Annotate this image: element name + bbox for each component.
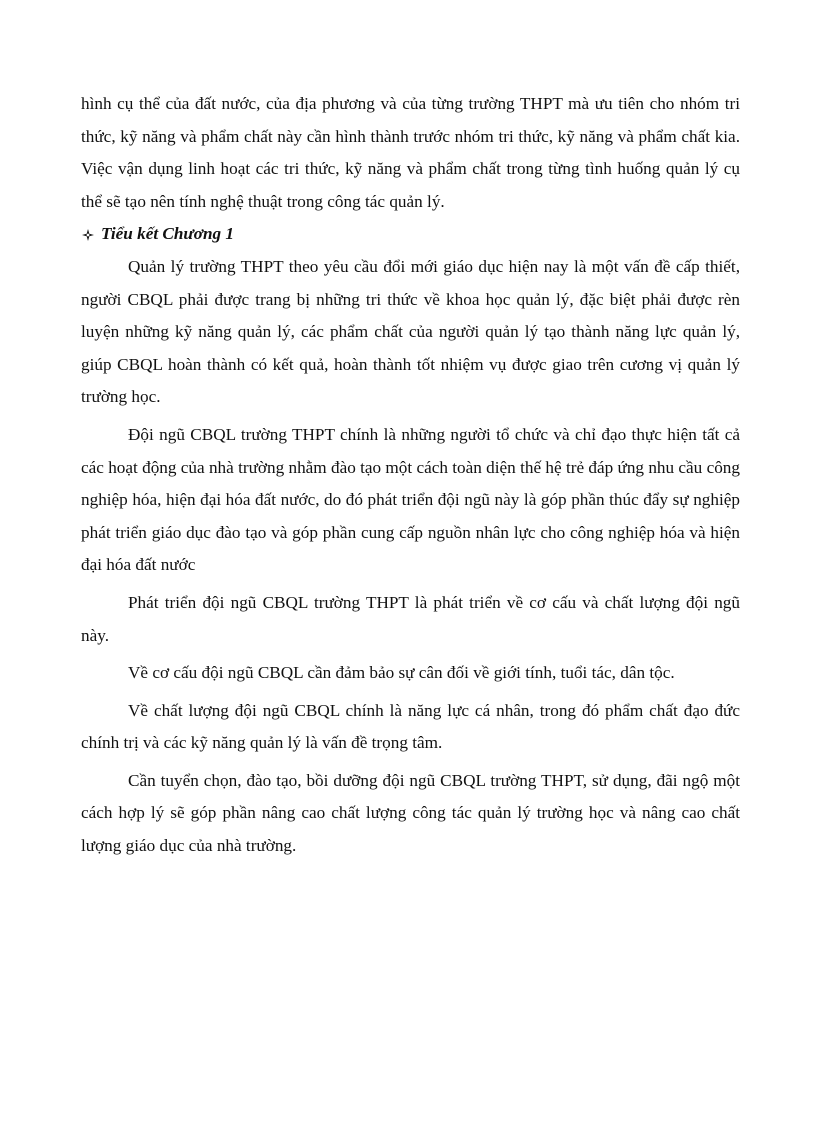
body-paragraph: Đội ngũ CBQL trường THPT chính là những người tổ chức và chỉ đạo thực hiện tất cả các hoạt động của nhà trường nhằm đào tạo một cách toàn diện thế hệ trẻ đáp ứng nhu cầu công nghiệp hóa, hiện đại hóa đất nước, do đó phát triển đội ngũ này là góp phần thúc đẩy sự nghiệp phát triển giáo dục đào tạo và góp phần cung cấp nguồn nhân lực cho công nghiệp hóa và hiện đại hóa đất nước	[81, 424, 740, 575]
diamond-bullet-icon	[81, 228, 95, 242]
body-paragraph: Về chất lượng đội ngũ CBQL chính là năng lực cá nhân, trong đó phẩm chất đạo đức chính trị và các kỹ năng quản lý là vấn đề trọng tâm.	[81, 700, 740, 753]
body-paragraph: Quản lý trường THPT theo yêu cầu đổi mới giáo dục hiện nay là một vấn đề cấp thiết, người CBQL phải được trang bị những tri thức về khoa học quản lý, đặc biệt phải được rèn luyện những kỹ năng quản lý, các phẩm chất của người quản lý tạo thành năng lực quản lý, giúp CBQL hoàn thành có kết quả, hoàn thành tốt nhiệm vụ được giao trên cương vị quản lý trường học.	[81, 256, 740, 407]
section-heading-text: Tiểu kết Chương 1	[101, 224, 235, 244]
body-paragraph: Phát triển đội ngũ CBQL trường THPT là phát triển về cơ cấu và chất lượng đội ngũ này.	[81, 592, 740, 645]
body-paragraph: Về cơ cấu đội ngũ CBQL cần đảm bảo sự cân đối về giới tính, tuổi tác, dân tộc.	[128, 663, 675, 683]
body-paragraph: Cần tuyển chọn, đào tạo, bồi dưỡng đội ngũ CBQL trường THPT, sử dụng, đãi ngộ một cách hợp lý sẽ góp phần nâng cao chất lượng công tác quản lý trường học và nâng cao chất lượng giáo dục của nhà trường.	[81, 770, 740, 856]
section-heading	[81, 218, 740, 251]
document-page	[81, 88, 740, 863]
intro-paragraph: hình cụ thể của đất nước, của địa phương và của từng trường THPT mà ưu tiên cho nhóm tri thức, kỹ năng và phẩm chất này cần hình thành trước nhóm tri thức, kỹ năng và phẩm chất kia. Việc vận dụng linh hoạt các tri thức, kỹ năng và phẩm chất trong từng tình huống quản lý cụ thể sẽ tạo nên tính nghệ thuật trong công tác quản lý.	[81, 94, 740, 211]
